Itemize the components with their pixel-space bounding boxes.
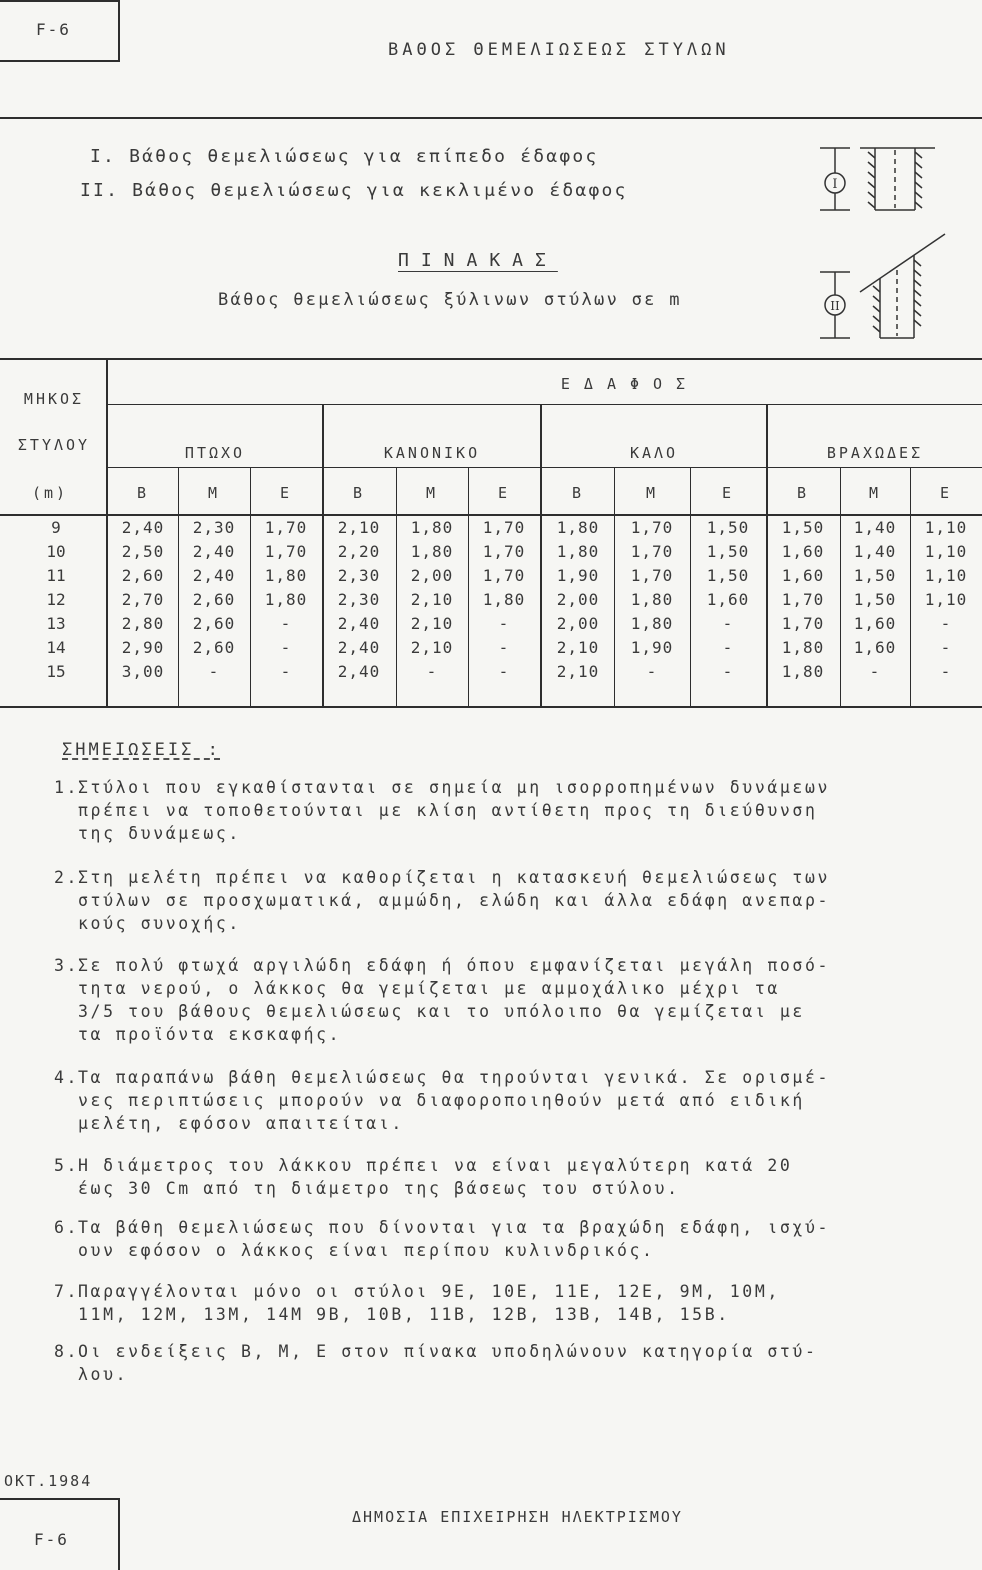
length-header-1: ΜΗΚΟΣ: [23, 390, 85, 408]
depth-cell: -: [722, 638, 734, 657]
class-label: Μ: [207, 484, 221, 502]
depth-cell: 1,70: [630, 566, 674, 585]
depth-cell: 2,10: [337, 518, 381, 537]
depth-cell: 1,50: [781, 518, 825, 537]
note-line: Στη μελέτη πρέπει να καθορίζεται η κατασκευή θεμελιώσεως των: [78, 868, 831, 887]
table-top-border: [0, 358, 982, 360]
note-item: [54, 866, 830, 935]
depth-cell: 1,80: [781, 662, 825, 681]
note-item: [54, 1280, 780, 1326]
depth-cell: 2,40: [192, 566, 236, 585]
depth-cell: 2,00: [556, 590, 600, 609]
note-line: Τα παραπάνω βάθη θεμελιώσεως θα τηρούνται γενικά. Σε ορισμέ-: [78, 1068, 831, 1087]
depth-cell: -: [498, 638, 510, 657]
depth-cell: 2,40: [192, 542, 236, 561]
note-item: [54, 1216, 830, 1262]
footer-code-box: [0, 1498, 120, 1570]
depth-cell: 2,10: [556, 662, 600, 681]
depth-cell: 1,60: [781, 542, 825, 561]
depth-cell: 1,60: [781, 566, 825, 585]
intro-item-flat: Ι. Βάθος θεμελιώσεως για επίπεδο έδαφος: [90, 146, 599, 167]
depth-cell: 2,70: [121, 590, 165, 609]
depth-cell: 1,60: [706, 590, 750, 609]
depth-cell: 1,70: [482, 518, 526, 537]
depth-cell: 1,70: [482, 566, 526, 585]
note-line: στύλων σε προσχωματικά, αμμώδη, ελώδη και άλλα εδάφη ανεπαρ-: [78, 891, 831, 910]
table-class-header-divider: [108, 467, 982, 468]
depth-cell: 1,80: [410, 518, 454, 537]
depth-cell: 1,80: [630, 590, 674, 609]
depth-cell: 2,50: [121, 542, 165, 561]
depth-cell: 2,00: [410, 566, 454, 585]
note-item: [54, 1340, 818, 1386]
depth-cell: 2,40: [121, 518, 165, 537]
note-line: τα προϊόντα εκσκαφής.: [78, 1025, 342, 1044]
depth-cell: 2,60: [192, 590, 236, 609]
depth-cell: 2,40: [337, 638, 381, 657]
depth-cell: 1,70: [630, 518, 674, 537]
class-label: Ε: [279, 484, 293, 502]
depth-cell: 2,30: [192, 518, 236, 537]
depth-cell: 2,60: [192, 614, 236, 633]
depth-cell: 1,50: [706, 566, 750, 585]
pole-length-cell: 12: [46, 590, 66, 609]
class-label: Β: [796, 484, 810, 502]
depth-cell: 2,60: [192, 638, 236, 657]
pole-length-cell: 14: [46, 638, 66, 657]
depth-cell: 2,10: [556, 638, 600, 657]
note-line: λου.: [78, 1365, 129, 1384]
depth-cell: 1,50: [853, 590, 897, 609]
footer-organization: ΔΗΜΟΣΙΑ ΕΠΙΧΕΙΡΗΣΗ ΗΛΕΚΤΡΙΣΜΟΥ: [352, 1508, 683, 1526]
depth-cell: 1,40: [853, 518, 897, 537]
depth-cell: 1,80: [264, 590, 308, 609]
depth-cell: -: [280, 662, 292, 681]
notes-title: ΣΗΜΕΙΩΣΕΙΣ :: [62, 740, 221, 760]
depth-cell: 2,60: [121, 566, 165, 585]
depth-cell: 1,60: [853, 638, 897, 657]
col-divider: [468, 467, 469, 706]
table-bottom-border: [0, 706, 982, 708]
table-heading: ΠΙΝΑΚΑΣ: [398, 250, 558, 271]
depth-cell: 1,50: [706, 518, 750, 537]
note-item: [54, 1066, 830, 1135]
pole-length-cell: 15: [46, 662, 66, 681]
depth-cell: 1,90: [556, 566, 600, 585]
depth-cell: 1,70: [781, 614, 825, 633]
col-divider: [910, 467, 911, 706]
depth-cell: -: [208, 662, 220, 681]
note-number: 7.: [54, 1282, 80, 1301]
pole-length-cell: 9: [51, 518, 61, 537]
depth-cell: 1,80: [482, 590, 526, 609]
depth-cell: 1,50: [706, 542, 750, 561]
depth-cell: 1,80: [630, 614, 674, 633]
depth-cell: 2,40: [337, 614, 381, 633]
depth-cell: 1,70: [630, 542, 674, 561]
class-label: Β: [352, 484, 366, 502]
depth-cell: -: [869, 662, 881, 681]
soil-header: ΕΔΑΦΟΣ: [560, 375, 700, 393]
note-line: της δυνάμεως.: [78, 824, 241, 843]
depth-cell: -: [940, 662, 952, 681]
table-body-top: [0, 514, 982, 516]
note-number: 3.: [54, 956, 80, 975]
note-line: νες περιπτώσεις μπορούν να διαφοροποιηθούν μετά από ειδική: [78, 1091, 805, 1110]
depth-cell: -: [940, 614, 952, 633]
depth-cell: 2,30: [337, 590, 381, 609]
class-label: Ε: [939, 484, 953, 502]
depth-cell: 1,80: [556, 542, 600, 561]
note-number: 1.: [54, 778, 80, 797]
depth-cell: 1,10: [924, 566, 968, 585]
depth-cell: 2,10: [410, 614, 454, 633]
note-line: Τα βάθη θεμελιώσεως που δίνονται για τα βραχώδη εδάφη, ισχύ-: [78, 1218, 831, 1237]
depth-cell: -: [722, 614, 734, 633]
note-line: 3/5 του βάθους θεμελιώσεως και το υπόλοιπο θα γεμίζεται με: [78, 1002, 805, 1021]
class-label: Β: [571, 484, 585, 502]
col-divider: [690, 467, 691, 706]
depth-cell: 1,50: [853, 566, 897, 585]
class-label: Μ: [645, 484, 659, 502]
note-number: 6.: [54, 1218, 80, 1237]
depth-cell: -: [426, 662, 438, 681]
note-line: μελέτη, εφόσον απαιτείται.: [78, 1114, 404, 1133]
note-item: [54, 1154, 792, 1200]
depth-cell: -: [722, 662, 734, 681]
sloped-ground-pole-diagram: [810, 230, 950, 345]
depth-cell: 1,70: [264, 518, 308, 537]
class-label: Ε: [497, 484, 511, 502]
depth-cell: 2,20: [337, 542, 381, 561]
note-line: Στύλοι που εγκαθίστανται σε σημεία μη ισορροπημένων δυνάμεων: [78, 778, 831, 797]
table-length-divider: [106, 358, 108, 706]
depth-cell: -: [940, 638, 952, 657]
note-number: 2.: [54, 868, 80, 887]
depth-cell: 3,00: [121, 662, 165, 681]
note-line: Η διάμετρος του λάκκου πρέπει να είναι μεγαλύτερη κατά 20: [78, 1156, 793, 1175]
depth-cell: 1,80: [556, 518, 600, 537]
length-header-3: (m): [31, 484, 69, 502]
note-line: 11Μ, 12Μ, 13Μ, 14Μ 9Β, 10Β, 11Β, 12Β, 13Β, 14Β, 15Β.: [78, 1305, 730, 1324]
note-line: Οι ενδείξεις Β, Μ, Ε στον πίνακα υποδηλώνουν κατηγορία στύ-: [78, 1342, 818, 1361]
note-number: 8.: [54, 1342, 80, 1361]
diagram-flat-label: I: [832, 177, 838, 192]
depth-cell: 1,80: [264, 566, 308, 585]
pole-length-cell: 13: [46, 614, 66, 633]
depth-cell: 2,30: [337, 566, 381, 585]
depth-cell: 2,10: [410, 638, 454, 657]
table-soil-header-divider: [108, 404, 982, 405]
col-divider: [614, 467, 615, 706]
class-label: Μ: [425, 484, 439, 502]
depth-cell: -: [280, 614, 292, 633]
note-line: τητα νερού, ο λάκκος θα γεμίζεται με αμμοχάλικο μέχρι τα: [78, 979, 780, 998]
pole-length-cell: 11: [46, 566, 66, 585]
header-code-box: [0, 0, 120, 62]
depth-cell: 1,60: [853, 614, 897, 633]
note-line: Παραγγέλονται μόνο οι στύλοι 9Ε, 10Ε, 11Ε, 12Ε, 9Μ, 10Μ,: [78, 1282, 780, 1301]
col-divider: [178, 467, 179, 706]
depth-cell: 1,80: [781, 638, 825, 657]
length-header-2: ΣΤΥΛΟΥ: [17, 436, 91, 454]
depth-cell: 2,90: [121, 638, 165, 657]
depth-cell: 2,40: [337, 662, 381, 681]
class-label: Ε: [721, 484, 735, 502]
depth-cell: 1,70: [482, 542, 526, 561]
depth-cell: 1,10: [924, 518, 968, 537]
depth-cell: 2,00: [556, 614, 600, 633]
note-item: [54, 954, 830, 1046]
diagram-sloped-label: II: [830, 299, 840, 313]
document-title: ΒΑΘΟΣ ΘΕΜΕΛΙΩΣΕΩΣ ΣΤΥΛΩΝ: [388, 40, 730, 60]
depth-cell: 1,90: [630, 638, 674, 657]
depth-cell: 1,40: [853, 542, 897, 561]
table-subtitle: Βάθος θεμελιώσεως ξύλινων στύλων σε m: [218, 290, 682, 310]
class-label: Β: [136, 484, 150, 502]
col-divider: [250, 467, 251, 706]
class-label: Μ: [868, 484, 882, 502]
col-divider: [396, 467, 397, 706]
footer-date: ΟΚΤ.1984: [4, 1472, 93, 1490]
depth-cell: -: [280, 638, 292, 657]
intro-item-sloped: ΙΙ. Βάθος θεμελιώσεως για κεκλιμένο έδαφος: [80, 180, 628, 201]
depth-cell: 1,10: [924, 542, 968, 561]
soil-type-poor: ΠΤΩΧΟ: [184, 444, 246, 462]
depth-cell: 1,70: [264, 542, 308, 561]
depth-cell: 2,80: [121, 614, 165, 633]
depth-cell: -: [498, 662, 510, 681]
depth-cell: -: [498, 614, 510, 633]
depth-cell: 1,70: [781, 590, 825, 609]
footer-code: F-6: [34, 1530, 69, 1549]
depth-cell: -: [646, 662, 658, 681]
soil-type-rocky: ΒΡΑΧΩΔΕΣ: [826, 444, 924, 462]
note-line: έως 30 Cm από τη διάμετρο της βάσεως του στύλου.: [78, 1179, 680, 1198]
note-item: [54, 776, 830, 845]
header-code: F-6: [36, 20, 71, 39]
note-line: κούς συνοχής.: [78, 914, 241, 933]
note-number: 4.: [54, 1068, 80, 1087]
depth-cell: 1,10: [924, 590, 968, 609]
depth-cell: 1,80: [410, 542, 454, 561]
depth-cell: 2,10: [410, 590, 454, 609]
note-line: Σε πολύ φτωχά αργιλώδη εδάφη ή όπου εμφανίζεται μεγάλη ποσό-: [78, 956, 831, 975]
note-line: πρέπει να τοποθετούνται με κλίση αντίθετη προς τη διεύθυνση: [78, 801, 818, 820]
soil-type-good: ΚΑΛΟ: [629, 444, 679, 462]
note-line: ουν εφόσον ο λάκκος είναι περίπου κυλινδρικός.: [78, 1241, 655, 1260]
note-number: 5.: [54, 1156, 80, 1175]
header-divider: [0, 117, 982, 119]
soil-type-normal: ΚΑΝΟΝΙΚΟ: [383, 444, 481, 462]
pole-length-cell: 10: [46, 542, 66, 561]
flat-ground-pole-diagram: [810, 140, 940, 220]
